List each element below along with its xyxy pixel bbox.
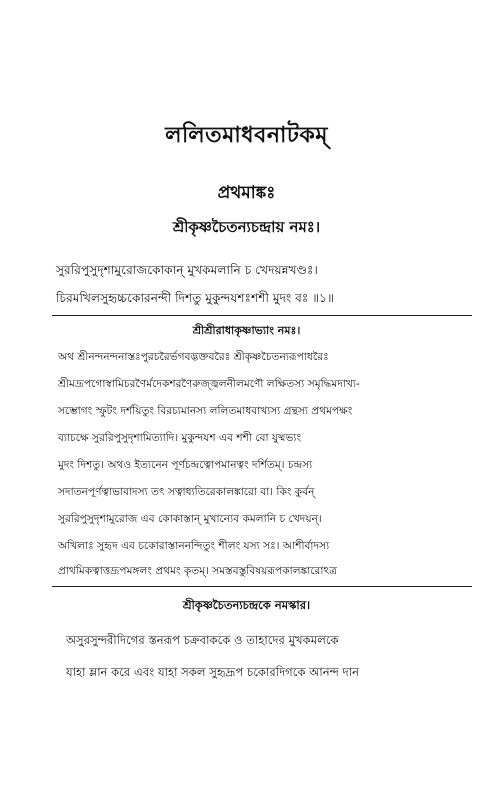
divider: [52, 586, 472, 587]
translation-line: যাহা ম্লান করে এবং যাহা সকল সুহৃদ্রূপ চকোরদিগকে আনন্দ দান: [66, 665, 360, 679]
translation-invocation: শ্রীকৃষ্ণচৈতন্যচন্দ্রকে নমস্কার।: [182, 598, 311, 612]
commentary-line: শ্রীমদ্রূপগোস্বামিচরণৈর্মদেকশরণৈরুজ্জ্বলনীলমণৌ লক্ষিতস্য সমৃদ্ধিমদাখ্য-: [58, 378, 360, 390]
commentary-line: অথ শ্রীনন্দনন্দনাস্তঃপুরচরৈর্ভগবদ্ভক্তবরৈঃ শ্রীকৃষ্ণচৈতন্যরূপাধরৈঃ: [58, 351, 329, 363]
play-title: ললিতমাধবনাটকম্: [165, 123, 328, 148]
commentary-line: সদাতনপূর্ণত্বাভাবাদস্য তৎ সত্বাধ্যতিরেকালঙ্কারো বা। কিং কুর্বন্: [58, 486, 315, 498]
commentary-invocation: শ্রীশ্রীরাধাকৃষ্ণাভ্যাং নমঃ।: [192, 324, 301, 337]
verse-line: সুররিপুসুদৃশামুরোজকোকান্ মুখকমলানি চ খেদয়ন্নখণ্ডঃ।: [56, 263, 318, 277]
commentary-line: মুদং দিশতু। অথও ইত্যনেন পূর্ণচন্দ্রত্বোপমানত্বং দর্শিতম্। চন্দ্রস্য: [58, 459, 313, 471]
verse-line: চিরমখিলসুহৃচ্চকোরনন্দী দিশতু মুকুন্দযশঃশশী মুদং বঃ ॥১॥: [56, 291, 334, 305]
divider: [52, 315, 472, 316]
commentary-line: ব্যাচক্ষে সুররিপুসুদৃশামিত্যাদি। মুকুন্দযশ এব শশী বো যুষ্মভ্যং: [58, 432, 302, 444]
commentary-line: সুররিপুসুদৃশামুরোজ এব কোকাস্তান্ মুখান্যেব কমলানি চ খেদয়ন্।: [58, 513, 322, 525]
act-heading: প্রথমাঙ্কঃ: [217, 183, 276, 203]
commentary-line: অখিলাঃ সুহৃদ এব চকোরাস্তাননন্দিতুং শীলং যস্য সঃ। আশীর্বাদস্য: [58, 540, 330, 552]
translation-line: অসুরসুন্দরীদিগের স্তনরূপ চক্রবাককে ও তাহাদের মুখকমলকে: [66, 633, 339, 647]
commentary-line: সম্ভোগং স্ফুটং দর্শয়িতুং বিরচ্যমানস্য ললিতমাধবাখ্যস্য গ্রন্থস্য প্রথমপক্ষং: [58, 405, 353, 417]
invocation: শ্রীকৃষ্ণচৈতন্যচন্দ্রায় নমঃ।: [172, 218, 321, 236]
commentary-line: প্রাথমিকত্বাত্তদ্রূপমঙ্গলং প্রথমং কৃতম্। সমস্তবস্তুবিষয়রূপকালঙ্কারোঽত্র: [58, 565, 337, 577]
